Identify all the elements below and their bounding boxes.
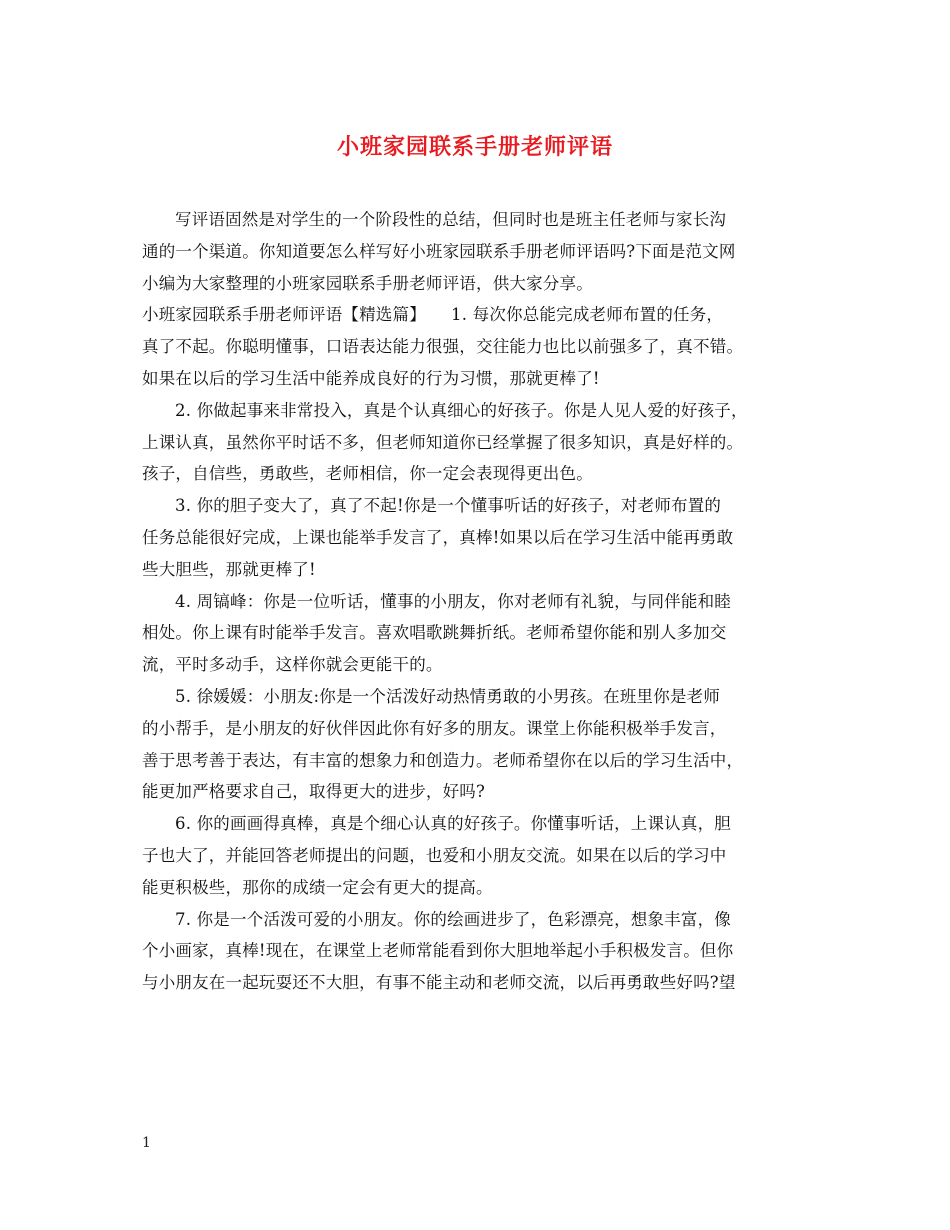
- paragraph-line: 真了不起。你聪明懂事，口语表达能力很强，交往能力也比以前强多了，真不错。: [142, 337, 744, 357]
- paragraph-line: 些大胆些，那就更棒了!: [142, 559, 316, 579]
- paragraph-line: 3. 你的胆子变大了，真了不起!你是一个懂事听话的好孩子，对老师布置的: [175, 496, 722, 516]
- page-title: 小班家园联系手册老师评语: [336, 134, 613, 160]
- paragraph-line: 写评语固然是对学生的一个阶段性的总结，但同时也是班主任老师与家长沟: [175, 210, 727, 229]
- paragraph-line: 小编为大家整理的小班家园联系手册老师评语，供大家分享。: [142, 273, 593, 293]
- paragraph-line: 上课认真，虽然你平时话不多，但老师知道你已经掌握了很多知识，真是好样的。: [142, 432, 744, 452]
- paragraph-line: 子也大了，并能回答老师提出的问题，也爱和小朋友交流。如果在以后的学习中: [142, 845, 727, 865]
- paragraph-line: 能更积极些，那你的成绩一定会有更大的提高。: [142, 877, 493, 897]
- paragraph-line: 5. 徐媛媛：小朋友:你是一个活泼好动热情勇敢的小男孩。在班里你是老师: [175, 686, 721, 706]
- paragraph-line: 能更加严格要求自己，取得更大的进步，好吗?: [142, 782, 486, 802]
- paragraph-line: 善于思考善于表达，有丰富的想象力和创造力。老师希望你在以后的学习生活中，: [142, 750, 744, 770]
- paragraph-line: 个小画家，真棒!现在，在课堂上老师常能看到你大胆地举起小手积极发言。但你: [142, 941, 734, 961]
- paragraph-line: 孩子，自信些，勇敢些，老师相信，你一定会表现得更出色。: [142, 464, 593, 484]
- page-number: 1: [142, 1135, 151, 1151]
- paragraph-line: 流，平时多动手，这样你就会更能干的。: [142, 655, 443, 675]
- paragraph-line: 7. 你是一个活泼可爱的小朋友。你的绘画进步了，色彩漂亮，想象丰富，像: [175, 909, 731, 929]
- paragraph-line: 2. 你做起事来非常投入，真是个认真细心的好孩子。你是人见人爱的好孩子，: [175, 400, 748, 420]
- paragraph-line: 与小朋友在一起玩耍还不大胆，有事不能主动和老师交流，以后再勇敢些好吗?望: [142, 973, 736, 993]
- paragraph-line: 任务总能很好完成，上课也能举手发言了，真棒!如果以后在学习生活中能再勇敢: [142, 527, 734, 547]
- document-body: [142, 204, 822, 999]
- paragraph-line: 如果在以后的学习生活中能养成良好的行为习惯，那就更棒了!: [142, 368, 600, 388]
- paragraph-line: 4. 周镐峰：你是一位听话，懂事的小朋友，你对老师有礼貌，与同伴能和睦: [175, 591, 731, 611]
- paragraph-line: 通的一个渠道。你知道要怎么样写好小班家园联系手册老师评语吗?下面是范文网: [142, 241, 736, 261]
- paragraph-line: 的小帮手，是小朋友的好伙伴因此你有好多的朋友。课堂上你能积极举手发言，: [142, 718, 727, 738]
- paragraph-line: 6. 你的画画得真棒，真是个细心认真的好孩子。你懂事听话，上课认真，胆: [175, 814, 731, 834]
- paragraph-line: 相处。你上课有时能举手发言。喜欢唱歌跳舞折纸。老师希望你能和别人多加交: [142, 623, 727, 643]
- paragraph-line: 小班家园联系手册老师评语【精选篇】 1. 每次你总能完成老师布置的任务，: [142, 305, 724, 325]
